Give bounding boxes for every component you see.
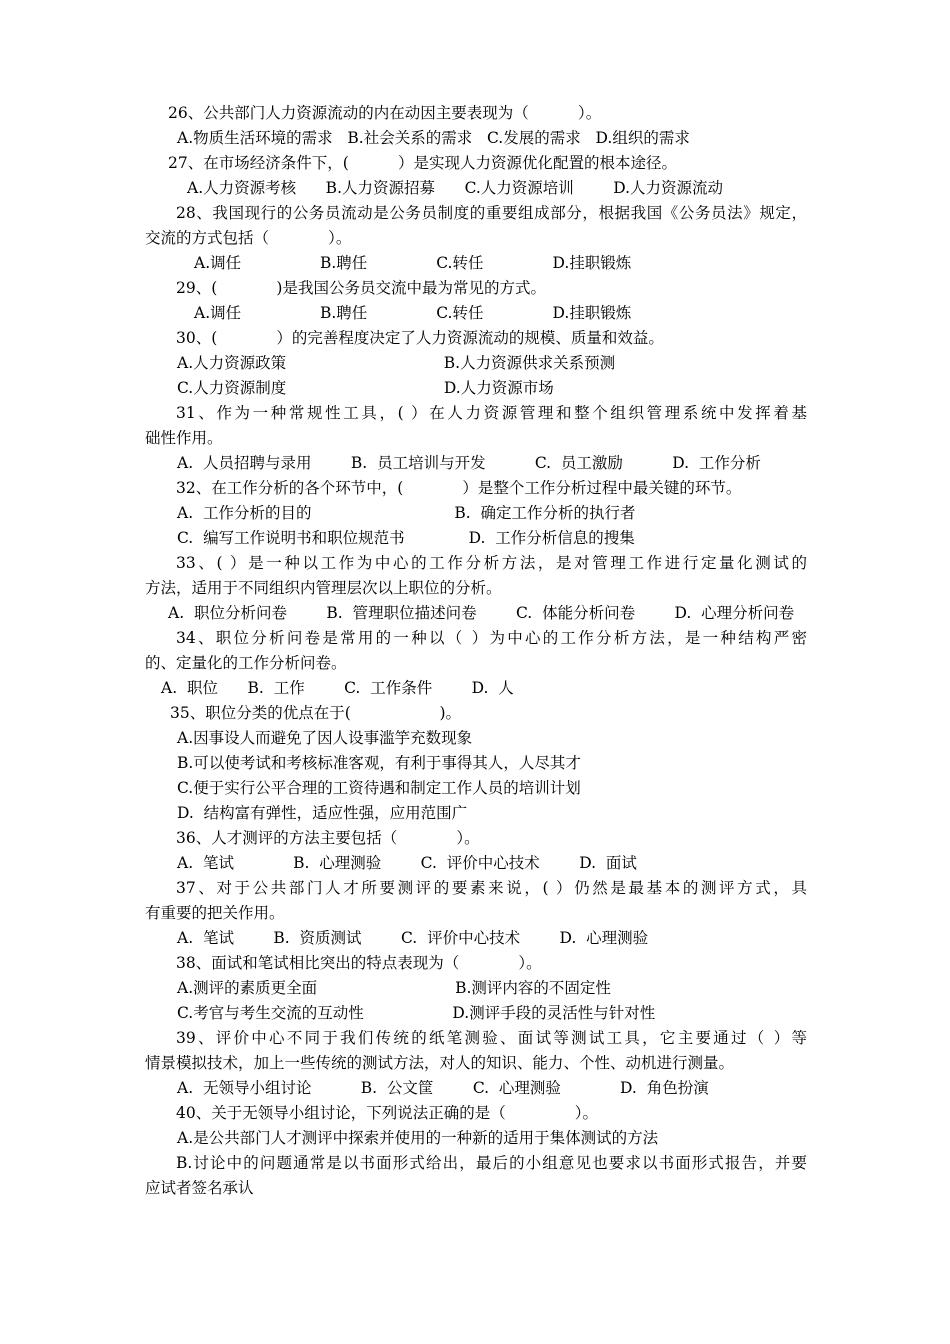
question-39-stem-line-1: 39、评价中心不同于我们传统的纸笔测验、面试等测试工具，它主要通过（ ）等 [176,1029,807,1047]
question-31-options: A. 人员招聘与录用 B. 员工培训与开发 C. 员工激励 D. 工作分析 [177,454,761,472]
question-33-stem-line-1: 33、( ）是一种以工作为中心的工作分析方法，是对管理工作进行定量化测试的 [176,554,807,572]
question-37-stem-line-1: 37、对于公共部门人才所要测评的要素来说，( ）仍然是最基本的测评方式，具 [176,879,807,897]
question-31-stem-line-1: 31、作为一种常规性工具，( ）在人力资源管理和整个组织管理系统中发挥着基 [176,404,807,422]
question-37-stem-line-2: 有重要的把关作用。 [145,904,285,922]
question-34-options: A. 职位 B. 工作 C. 工作条件 D. 人 [161,679,514,697]
question-27-options: A.人力资源考核 B.人力资源招募 C.人力资源培训 D.人力资源流动 [187,179,724,197]
question-29-stem: 29、( )是我国公务员交流中最为常见的方式。 [176,279,546,297]
question-35-option-d: D. 结构富有弹性，适应性强，应用范围广 [177,804,468,822]
question-30-options-row-2: C.人力资源制度 D.人力资源市场 [177,379,554,397]
question-38-stem: 38、面试和笔试相比突出的特点表现为（ ）。 [176,954,542,972]
question-39-stem-line-2: 情景模拟技术，加上一些传统的测试方法，对人的知识、能力、个性、动机进行测量。 [145,1054,735,1072]
question-39-options: A. 无领导小组讨论 B. 公文筐 C. 心理测验 D. 角色扮演 [177,1079,709,1097]
question-35-option-c: C.便于实行公平合理的工资待遇和制定工作人员的培训计划 [177,779,581,797]
question-30-options-row-1: A.人力资源政策 B.人力资源供求关系预测 [177,354,616,372]
question-34-stem-line-1: 34、职位分析问卷是常用的一种以（ ）为中心的工作分析方法，是一种结构严密 [176,629,807,647]
question-31-stem-line-2: 础性作用。 [145,429,223,447]
question-34-stem-line-2: 的、定量化的工作分析问卷。 [145,654,347,672]
question-37-options: A. 笔试 B. 资质测试 C. 评价中心技术 D. 心理测验 [177,929,649,947]
question-33-stem-line-2: 方法，适用于不同组织内管理层次以上职位的分析。 [145,579,502,597]
question-35-option-a: A.因事设人而避免了因人设事滥竽充数现象 [177,729,473,747]
question-40-option-b-line-1: B.讨论中的问题通常是以书面形式给出，最后的小组意见也要求以书面形式报告，并要 [176,1154,807,1172]
question-38-options-row-1: A.测评的素质更全面 B.测评内容的不固定性 [177,979,611,997]
question-40-stem: 40、关于无领导小组讨论，下列说法正确的是（ ）。 [176,1104,598,1122]
question-30-stem: 30、( ）的完善程度决定了人力资源流动的规模、质量和效益。 [176,329,664,347]
question-36-stem: 36、人才测评的方法主要包括（ ）。 [176,829,480,847]
question-28-options: A.调任 B.聘任 C.转任 D.挂职锻炼 [194,254,632,272]
question-35-option-b: B.可以使考试和考核标准客观，有利于事得其人，人尽其才 [177,754,581,772]
question-28-stem-line-2: 交流的方式包括（ ）。 [145,229,352,247]
question-32-options-row-2: C. 编写工作说明书和职位规范书 D. 工作分析信息的搜集 [177,529,635,547]
question-29-options: A.调任 B.聘任 C.转任 D.挂职锻炼 [194,304,632,322]
question-26-stem: 26、公共部门人力资源流动的内在动因主要表现为（ ）。 [168,104,602,122]
question-36-options: A. 笔试 B. 心理测验 C. 评价中心技术 D. 面试 [177,854,637,872]
question-33-options: A. 职位分析问卷 B. 管理职位描述问卷 C. 体能分析问卷 D. 心理分析问卷 [168,604,795,622]
question-40-option-b-line-2: 应试者签名承认 [145,1179,254,1197]
question-40-option-a: A.是公共部门人才测评中探索并使用的一种新的适用于集体测试的方法 [177,1129,659,1147]
question-26-options: A.物质生活环境的需求 B.社会关系的需求 C.发展的需求 D.组织的需求 [177,129,690,147]
question-32-options-row-1: A. 工作分析的目的 B. 确定工作分析的执行者 [177,504,636,522]
question-35-stem: 35、职位分类的优点在于( )。 [170,704,462,722]
question-28-stem-line-1: 28、我国现行的公务员流动是公务员制度的重要组成部分，根据我国《公务员法》规定， [176,204,807,222]
question-32-stem: 32、在工作分析的各个环节中，( ）是整个工作分析过程中最关键的环节。 [176,479,742,497]
question-38-options-row-2: C.考官与考生交流的互动性 D.测评手段的灵活性与针对性 [177,1004,656,1022]
question-27-stem: 27、在市场经济条件下，( ）是实现人力资源优化配置的根本途径。 [168,154,678,172]
